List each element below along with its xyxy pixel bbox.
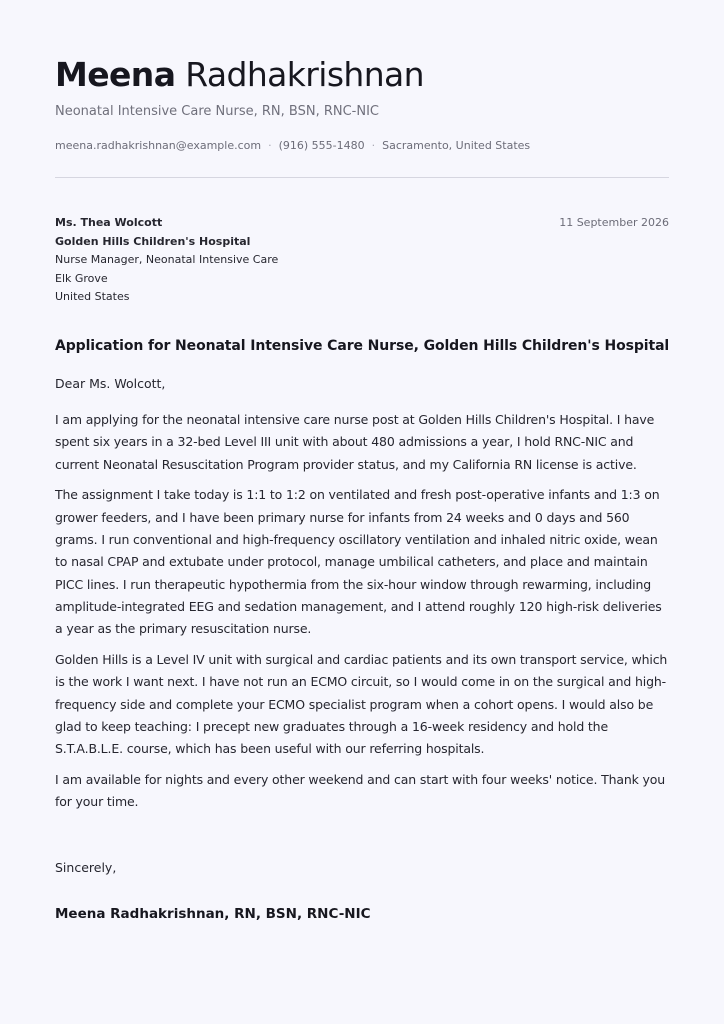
recipient-name: Ms. Thea Wolcott [55,216,163,229]
signature: Meena Radhakrishnan, RN, BSN, RNC-NIC [55,906,371,922]
letter-date: 11 September 2026 [559,216,669,229]
contact-separator: · [371,139,376,152]
applicant-first-name: Meena [55,55,176,94]
contact-location: Sacramento, United States [382,139,531,152]
recipient-city: Elk Grove [55,271,108,285]
contact-email[interactable]: meena.radhakrishnan@example.com [55,139,262,152]
salutation: Dear Ms. Wolcott, [55,376,166,391]
header-divider [55,177,669,178]
body-paragraph: Golden Hills is a Level IV unit with surgical and cardiac patients and its own transport service, which is the work I want next. I have not run an ECMO circuit, so I would come in on the surgical and high-frequency side and complete your ECMO specialist program when a cohort opens. I would also be glad to keep teaching: I precept new graduates through a 16-week residency and hold the S.T.A.B.L.E. course, which has been useful with our referring hospitals. [55,651,668,757]
applicant-last-name: Radhakrishnan [185,55,424,94]
applicant-title: Neonatal Intensive Care Nurse, RN, BSN, RNC-NIC [55,104,379,119]
letter-body [55,409,669,822]
contact-phone[interactable]: (916) 555-1480 [278,139,365,152]
applicant-name [55,54,424,96]
closing: Sincerely, [55,860,117,875]
recipient-block [55,214,278,307]
body-paragraph: I am available for nights and every other weekend and can start with four weeks' notice. Thank you for your time. [55,771,666,810]
recipient-organization: Golden Hills Children's Hospital [55,234,251,248]
body-paragraph: The assignment I take today is 1:1 to 1:2 on ventilated and fresh post-operative infants and 1:3 on grower feeders, and I have been primary nurse for infants from 24 weeks and 0 days and 560 grams. I run conventional and high-frequency oscillatory ventilation and inhaled nitric oxide, wean to nasal CPAP and extubate under protocol, manage umbilical catheters, and place and maintain PICC lines. I run therapeutic hypothermia from the six-hour window through rewarming, including amplitude-integrated EEG and sedation management, and I attend roughly 120 high-risk deliveries a year as the primary resuscitation nurse. [55,487,662,637]
recipient-role: Nurse Manager, Neonatal Intensive Care [55,253,279,266]
contact-line [55,139,530,152]
contact-separator: · [268,139,272,152]
recipient-country: United States [55,290,130,303]
body-paragraph: I am applying for the neonatal intensive care nurse post at Golden Hills Children's Hospital. I have spent six years in a 32-bed Level III unit with about 480 admissions a year, I hold RNC-NIC and current Neonatal Resuscitation Program provider status, and my California RN license is active. [55,412,655,472]
letter-subject: Application for Neonatal Intensive Care Nurse, Golden Hills Children's Hospital [55,338,670,354]
